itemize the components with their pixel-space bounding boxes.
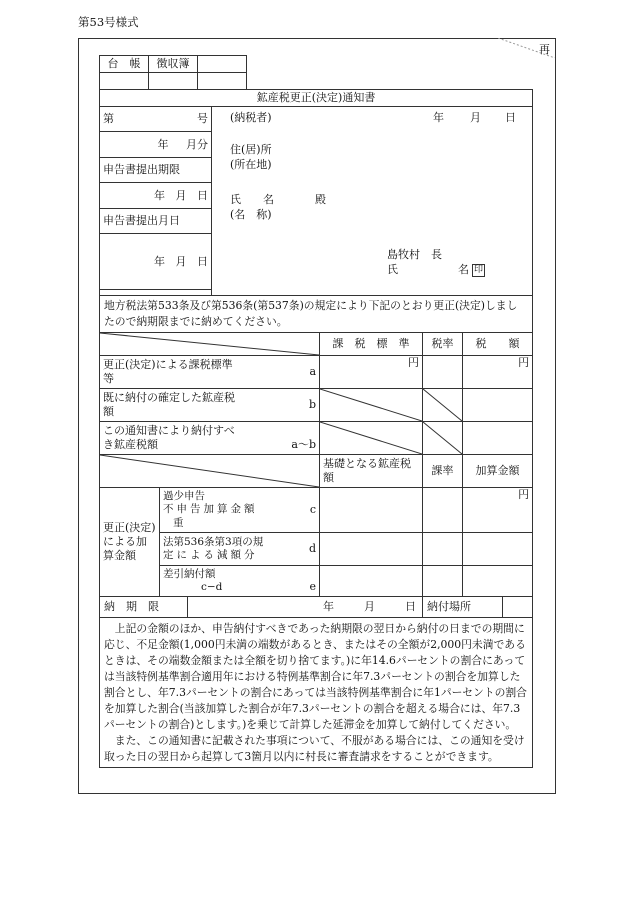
row-d-code: d xyxy=(308,542,316,556)
row-ab-tax-rate xyxy=(423,421,463,454)
table1-corner-cell xyxy=(100,332,320,355)
yen-unit: 円 xyxy=(408,355,419,369)
row-a-code: a xyxy=(309,365,316,379)
ledger-cell xyxy=(198,56,247,73)
notice-year: 年 xyxy=(433,111,444,124)
taxpayer-block xyxy=(212,107,533,296)
ledger-cell xyxy=(198,73,247,90)
number-suffix: 号 xyxy=(197,112,208,126)
ledger-box xyxy=(99,55,247,90)
table1-row-b xyxy=(100,388,320,421)
ledger-label: 台 帳 xyxy=(100,56,149,73)
payment-day: 日 xyxy=(405,599,416,613)
surcharge-group-label: 更正(決定)による加算金額 xyxy=(100,487,160,596)
name-sub-label: (名 称) xyxy=(230,208,272,221)
row-b-code: b xyxy=(308,398,316,412)
table1-row-a xyxy=(100,355,320,388)
row-d-line2: 定による減額分 xyxy=(163,548,258,561)
address-sub-label: (所在地) xyxy=(230,158,272,171)
period-cell xyxy=(100,132,212,157)
form-number: 第53号様式 xyxy=(78,15,139,29)
tax-rate-header: 税率 xyxy=(423,332,463,355)
row-e-base xyxy=(320,565,423,596)
row-e-code: e xyxy=(309,580,316,594)
tax-amount-header: 税 額 xyxy=(463,332,533,355)
diagonal-line xyxy=(100,455,319,487)
address-label: 住(居)所 xyxy=(230,143,272,156)
row-ab-code: a〜b xyxy=(291,437,316,451)
levy-rate-header: 課率 xyxy=(423,454,463,487)
payment-place-label: 納付場所 xyxy=(423,597,503,617)
honorific: 殿 xyxy=(315,193,326,206)
row-c-line2: 不申告加算金額 xyxy=(163,503,258,516)
row-c-line3: 重 xyxy=(173,516,184,529)
filing-date-label: 申告書提出月日 xyxy=(100,208,212,233)
issuer-name-suffix: 名 xyxy=(458,263,469,276)
resubmit-mark: 再 xyxy=(539,43,550,56)
date2-year: 年 xyxy=(154,254,165,268)
table2-row-d xyxy=(160,532,320,565)
collection-book-label: 徴収簿 xyxy=(149,56,198,73)
intro-text: 地方税法第533条及び第536条(第537条)の規定により下記のとおり更正(決定)しましたので納期限までに納めてください。 xyxy=(100,296,533,333)
row-c-rate xyxy=(423,487,463,532)
payment-deadline-cell xyxy=(100,596,423,617)
row-d-base xyxy=(320,532,423,565)
row-d-rate xyxy=(423,532,463,565)
notice-month: 月 xyxy=(470,111,481,124)
seal-mark: 印 xyxy=(473,265,483,275)
row-c-amount xyxy=(463,487,533,532)
table2-corner-cell xyxy=(100,454,320,487)
table2-row-e xyxy=(160,565,320,596)
period-month: 月分 xyxy=(186,137,208,151)
payment-year: 年 xyxy=(323,599,334,613)
date-month: 月 xyxy=(175,188,187,202)
diagonal-line xyxy=(423,389,462,421)
row-c-line1: 過少申告 xyxy=(163,490,205,503)
date-day: 日 xyxy=(197,188,208,202)
table2-row-c xyxy=(160,487,320,532)
diagonal-line xyxy=(320,389,422,421)
issuer-title: 島牧村 長 xyxy=(387,248,442,261)
form-title: 鉱産税更正(決定)通知書 xyxy=(100,90,533,107)
row-b-tax-rate xyxy=(423,388,463,421)
row-c-code: c xyxy=(309,503,316,517)
name-label: 氏 名 xyxy=(230,193,274,206)
filing-date-value xyxy=(100,234,212,290)
table1-row-ab xyxy=(100,421,320,454)
date-year: 年 xyxy=(154,188,165,202)
row-a-tax-amount xyxy=(463,355,533,388)
period-year: 年 xyxy=(157,137,169,151)
yen-unit: 円 xyxy=(518,355,530,369)
date2-day: 日 xyxy=(197,254,208,268)
row-a-tax-base xyxy=(320,355,423,388)
row-ab-tax-amount xyxy=(463,421,533,454)
issuer-name-prefix: 氏 xyxy=(387,263,398,276)
taxpayer-label: (納税者) xyxy=(230,111,272,124)
row-d-line1: 法第536条第3項の規 xyxy=(163,535,264,548)
diagonal-line xyxy=(320,422,422,454)
notice-paragraph-1: 上記の金額のほか、申告納付すべきであった納期限の翌日から納付の日までの期間に応じ、不足金額(1,000円未満の端数があるとき、またはその全額が2,000円未満であるときは、その端数金額または全額を切り捨てます。)に年14.6パーセントの割合にあっては当該特例基準割合適用年における特例基準割合に年7.3パーセントの割合を加算した割合とし、年7.3パーセントの割合にあっては当該特例基準割合に年1パーセントの割合を加算した割合(当該加算した割合が年7.3パーセントの割合を超える場合には、年7.3パーセントの割合)とします。)を乗じて計算した延滞金を加算して納付してください。 xyxy=(104,621,527,731)
payment-month: 月 xyxy=(364,599,375,613)
notice-day: 日 xyxy=(505,111,516,124)
diagonal-line xyxy=(423,422,462,454)
row-c-base xyxy=(320,487,423,532)
yen-unit: 円 xyxy=(518,487,530,501)
row-b-tax-amount xyxy=(463,388,533,421)
row-a-label: 更正(決定)による課税標準等 xyxy=(103,358,233,385)
notice-text xyxy=(100,617,533,767)
base-mineral-tax-header: 基礎となる鉱産税額 xyxy=(320,454,423,487)
row-a-tax-rate xyxy=(423,355,463,388)
ledger-cell xyxy=(100,73,149,90)
row-e-line2: c−d xyxy=(201,580,223,593)
row-e-rate xyxy=(423,565,463,596)
row-ab-tax-base xyxy=(320,421,423,454)
notice-number-cell xyxy=(100,107,212,132)
date2-month: 月 xyxy=(175,254,187,268)
notice-form xyxy=(99,89,533,768)
tax-base-header: 課 税 標 準 xyxy=(320,332,423,355)
payment-deadline-label: 納 期 限 xyxy=(100,597,188,617)
payment-place-cell xyxy=(423,596,533,617)
row-d-amount xyxy=(463,532,533,565)
diagonal-line xyxy=(100,333,319,355)
row-e-amount xyxy=(463,565,533,596)
ledger-cell xyxy=(149,73,198,90)
row-b-label: 既に納付の確定した鉱産税額 xyxy=(103,391,235,418)
filing-deadline-date xyxy=(100,183,212,208)
row-e-line1: 差引納付額 xyxy=(163,567,216,580)
notice-paragraph-2: また、この通知書に記載された事項について、不服がある場合には、この通知を受け取った日の翌日から起算して3箇月以内に村長に審査請求をすることができます。 xyxy=(104,733,525,763)
row-b-tax-base xyxy=(320,388,423,421)
number-prefix: 第 xyxy=(103,112,114,126)
additional-amount-header: 加算金額 xyxy=(463,454,533,487)
row-ab-label: この通知書により納付すべき鉱産税額 xyxy=(103,424,235,451)
payment-deadline-date xyxy=(188,597,422,617)
filing-deadline-label: 申告書提出期限 xyxy=(100,157,212,182)
